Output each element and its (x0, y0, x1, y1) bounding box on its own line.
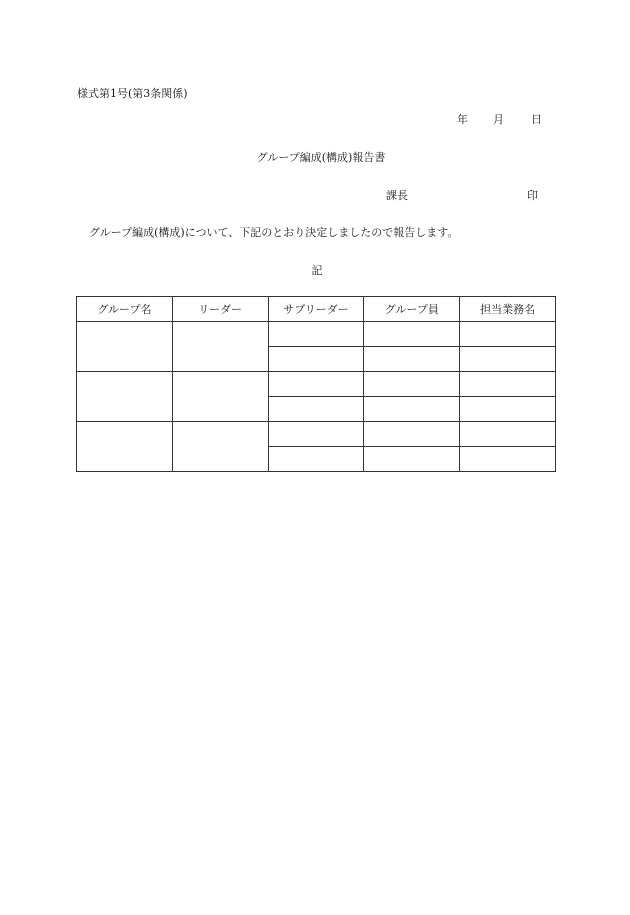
leader-cell[interactable] (172, 322, 268, 372)
group-name-cell[interactable] (77, 422, 173, 472)
group-member-cell[interactable] (364, 372, 460, 397)
group-member-cell[interactable] (364, 422, 460, 447)
task-name-cell[interactable] (460, 447, 556, 472)
task-name-cell[interactable] (460, 347, 556, 372)
table-row (77, 322, 556, 347)
group-member-cell[interactable] (364, 347, 460, 372)
header-sub-leader: サブリーダー (268, 297, 364, 322)
form-number: 様式第1号(第3条関係) (77, 87, 188, 100)
sub-leader-cell[interactable] (268, 372, 364, 397)
body-text: グループ編成(構成)について、下記のとおり決定しましたので報告します。 (89, 226, 459, 239)
task-name-cell[interactable] (460, 422, 556, 447)
document-title: グループ編成(構成)報告書 (256, 151, 386, 164)
sub-leader-cell[interactable] (268, 347, 364, 372)
task-name-cell[interactable] (460, 372, 556, 397)
header-group-name: グループ名 (77, 297, 173, 322)
date-month: 月 (493, 113, 504, 126)
table-row (77, 422, 556, 447)
date-day: 日 (531, 113, 542, 126)
header-task-name: 担当業務名 (460, 297, 556, 322)
header-leader: リーダー (172, 297, 268, 322)
group-member-cell[interactable] (364, 447, 460, 472)
leader-cell[interactable] (172, 422, 268, 472)
sub-leader-cell[interactable] (268, 322, 364, 347)
task-name-cell[interactable] (460, 397, 556, 422)
chief-label: 課長 (386, 189, 408, 202)
leader-cell[interactable] (172, 372, 268, 422)
date-year: 年 (457, 113, 468, 126)
table-row (77, 372, 556, 397)
sub-leader-cell[interactable] (268, 397, 364, 422)
sub-leader-cell[interactable] (268, 422, 364, 447)
seal-label: 印 (527, 189, 538, 202)
ki-label: 記 (311, 264, 323, 277)
report-table (76, 296, 556, 472)
group-name-cell[interactable] (77, 372, 173, 422)
header-group-member: グループ員 (364, 297, 460, 322)
table-header-row (77, 297, 556, 322)
group-name-cell[interactable] (77, 322, 173, 372)
group-member-cell[interactable] (364, 397, 460, 422)
date-line (457, 111, 542, 127)
group-member-cell[interactable] (364, 322, 460, 347)
task-name-cell[interactable] (460, 322, 556, 347)
sub-leader-cell[interactable] (268, 447, 364, 472)
